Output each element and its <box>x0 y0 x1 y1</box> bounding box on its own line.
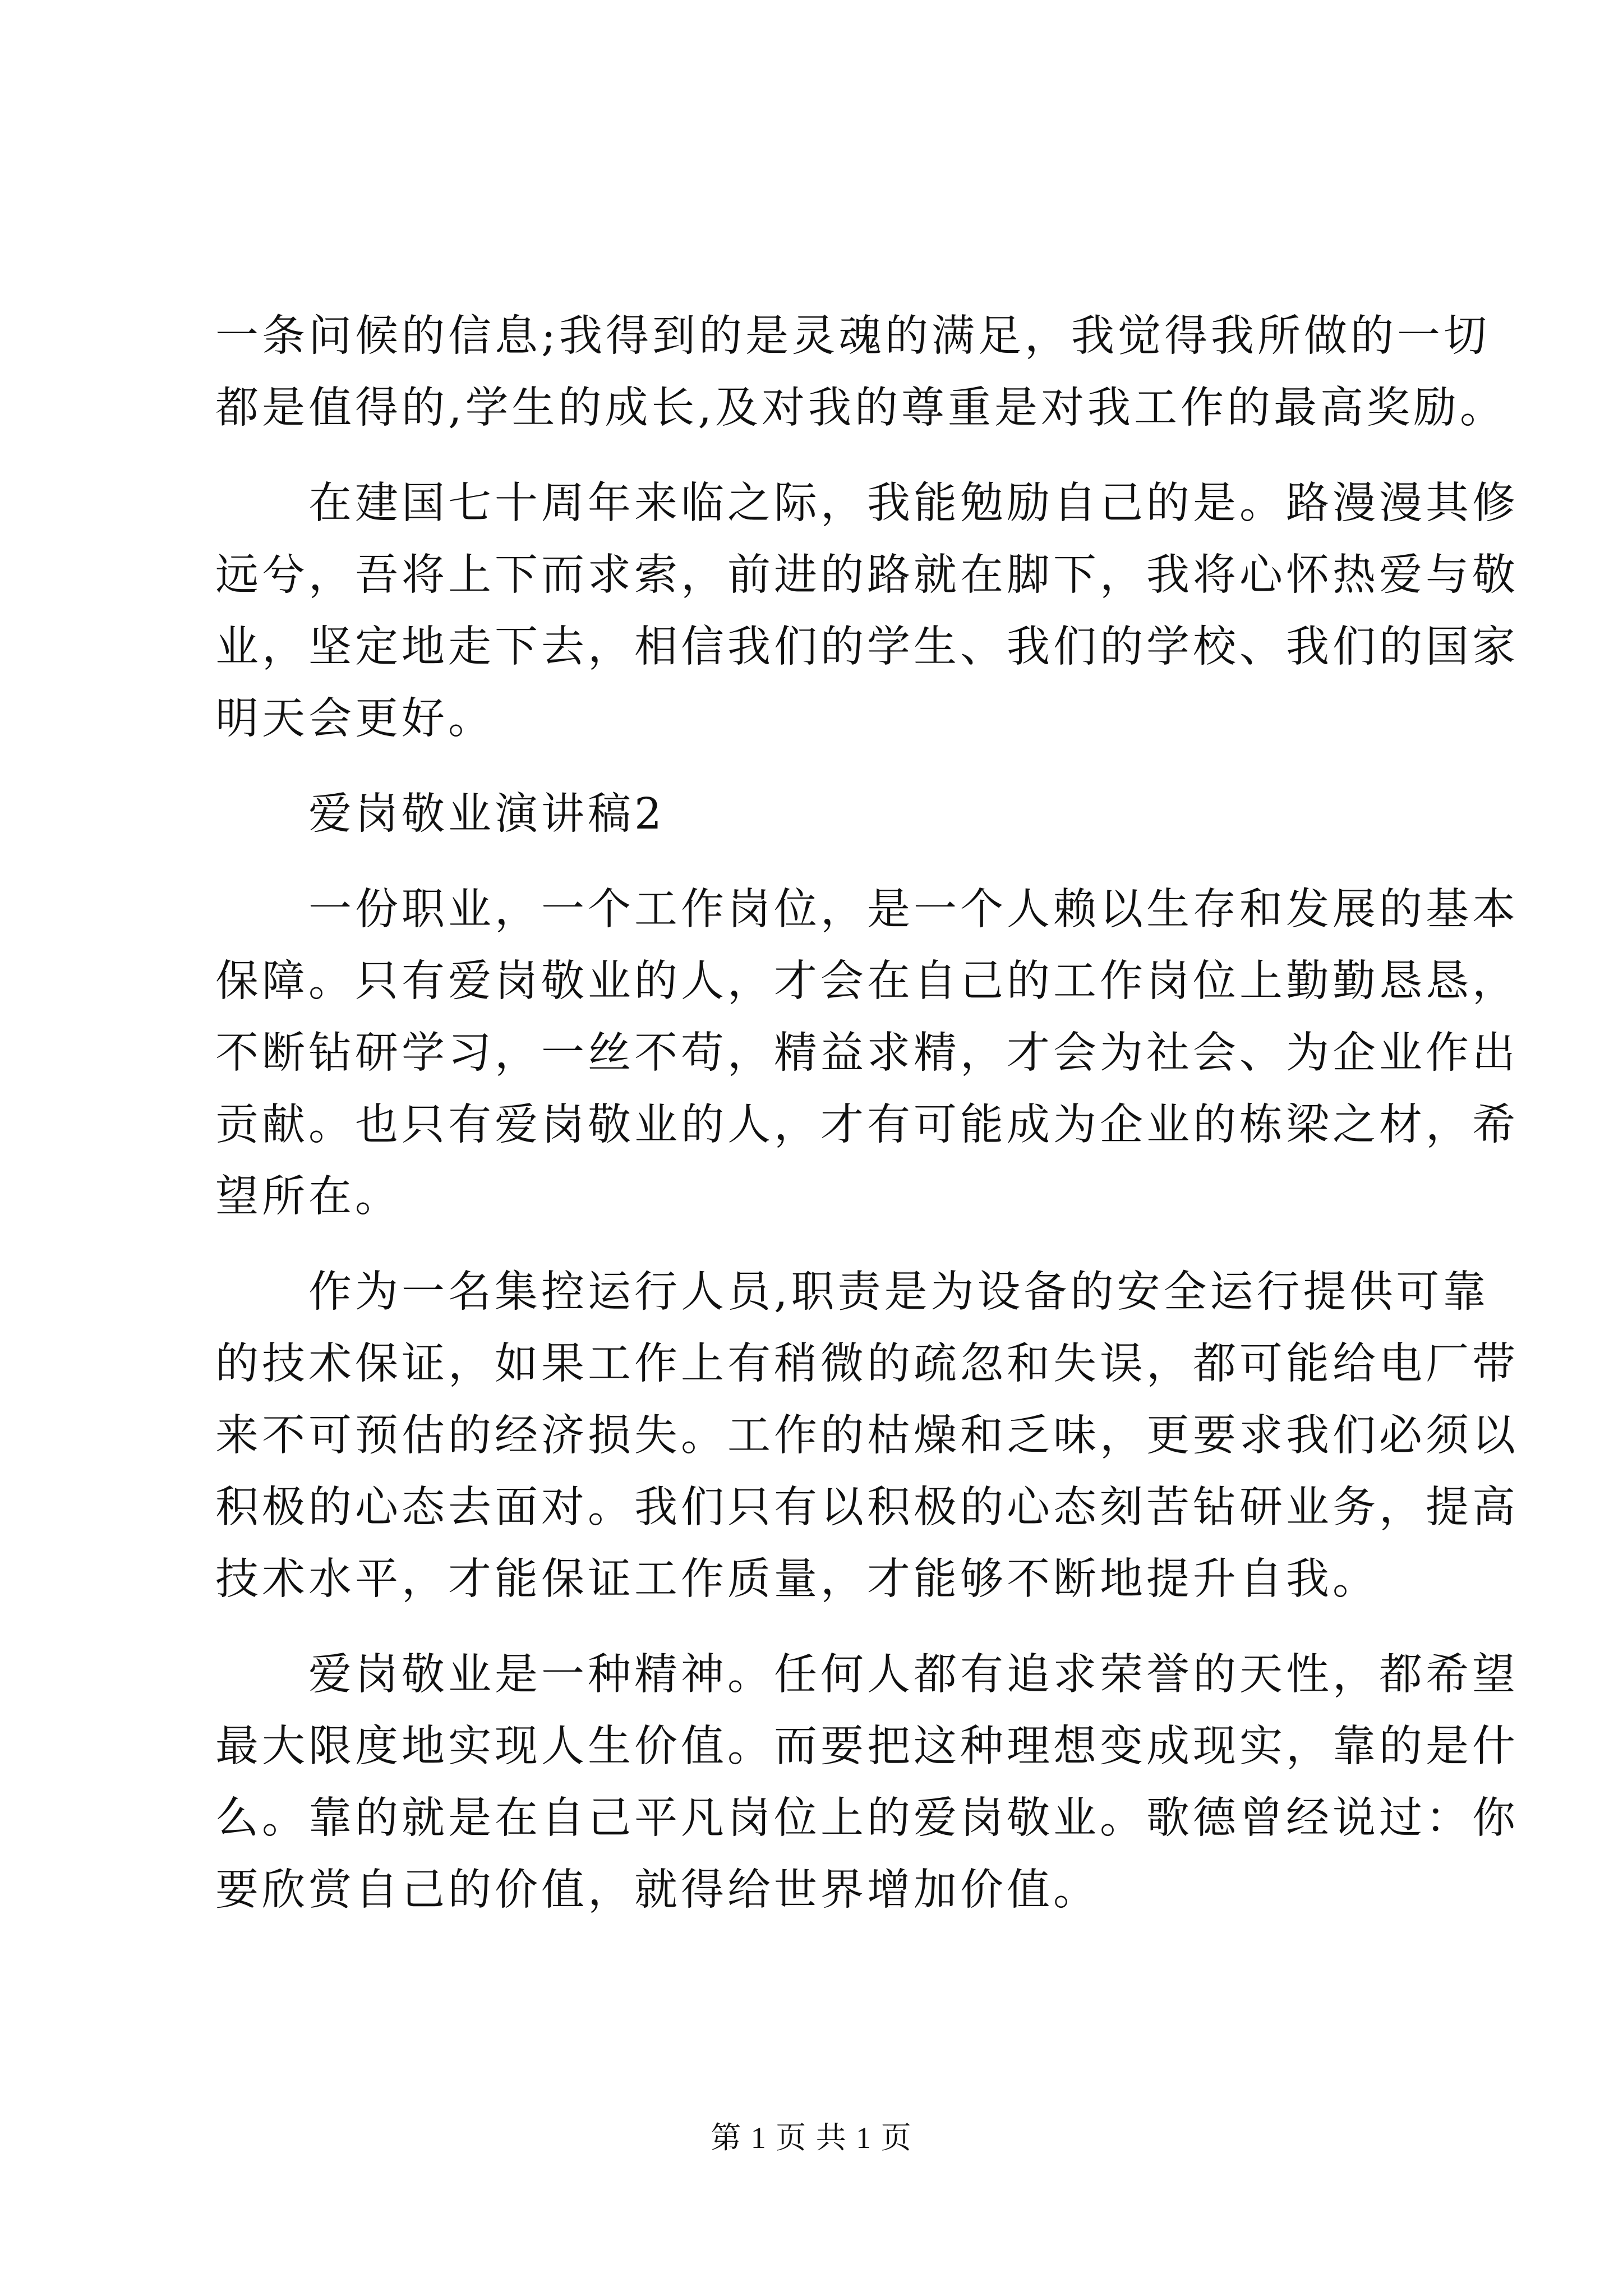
text-line: 都是值得的,学生的成长,及对我的尊重是对我工作的最高奖励。 <box>215 383 1506 433</box>
text-line: 业，坚定地走下去，相信我们的学生、我们的学校、我们的国家 <box>215 622 1519 672</box>
text-line: 么。靠的就是在自己平凡岗位上的爱岗敬业。歌德曾经说过：你 <box>215 1793 1519 1843</box>
page-footer: 第 1 页 共 1 页 <box>711 2121 912 2155</box>
text-line: 望所在。 <box>215 1172 402 1222</box>
text-line: 最大限度地实现人生价值。而要把这种理想变成现实，靠的是什 <box>215 1722 1519 1772</box>
text-line: 明天会更好。 <box>215 694 495 744</box>
text-line: 积极的心态去面对。我们只有以积极的心态刻苦钻研业务，提高 <box>215 1483 1519 1533</box>
text-line: 保障。只有爱岗敬业的人，才会在自己的工作岗位上勤勤恳恳， <box>215 956 1519 1006</box>
text-line: 的技术保证，如果工作上有稍微的疏忽和失误，都可能给电厂带 <box>215 1339 1519 1389</box>
text-line: 来不可预估的经济损失。工作的枯燥和乏味，更要求我们必须以 <box>215 1411 1519 1461</box>
paragraph-first-line: 在建国七十周年来临之际，我能勉励自己的是。路漫漫其修 <box>308 478 1519 528</box>
text-line: 一条问候的信息;我得到的是灵魂的满足，我觉得我所做的一切 <box>215 311 1490 361</box>
text-line: 贡献。也只有爱岗敬业的人，才有可能成为企业的栋梁之材，希 <box>215 1100 1519 1150</box>
text-line: 远兮，吾将上下而求索，前进的路就在脚下，我将心怀热爱与敬 <box>215 550 1519 600</box>
text-line: 不断钻研学习，一丝不苟，精益求精，才会为社会、为企业作出 <box>215 1028 1519 1078</box>
paragraph-first-line: 爱岗敬业是一种精神。任何人都有追求荣誉的天性，都希望 <box>308 1650 1519 1700</box>
text-line: 要欣赏自己的价值，就得给世界增加价值。 <box>215 1865 1100 1915</box>
text-line: 技术水平，才能保证工作质量，才能够不断地提升自我。 <box>215 1554 1379 1604</box>
section-heading: 爱岗敬业演讲稿2 <box>308 789 665 839</box>
paragraph-first-line: 一份职业，一个工作岗位，是一个人赖以生存和发展的基本 <box>308 885 1519 935</box>
paragraph-first-line: 作为一名集控运行人员,职责是为设备的安全运行提供可靠 <box>308 1267 1490 1317</box>
